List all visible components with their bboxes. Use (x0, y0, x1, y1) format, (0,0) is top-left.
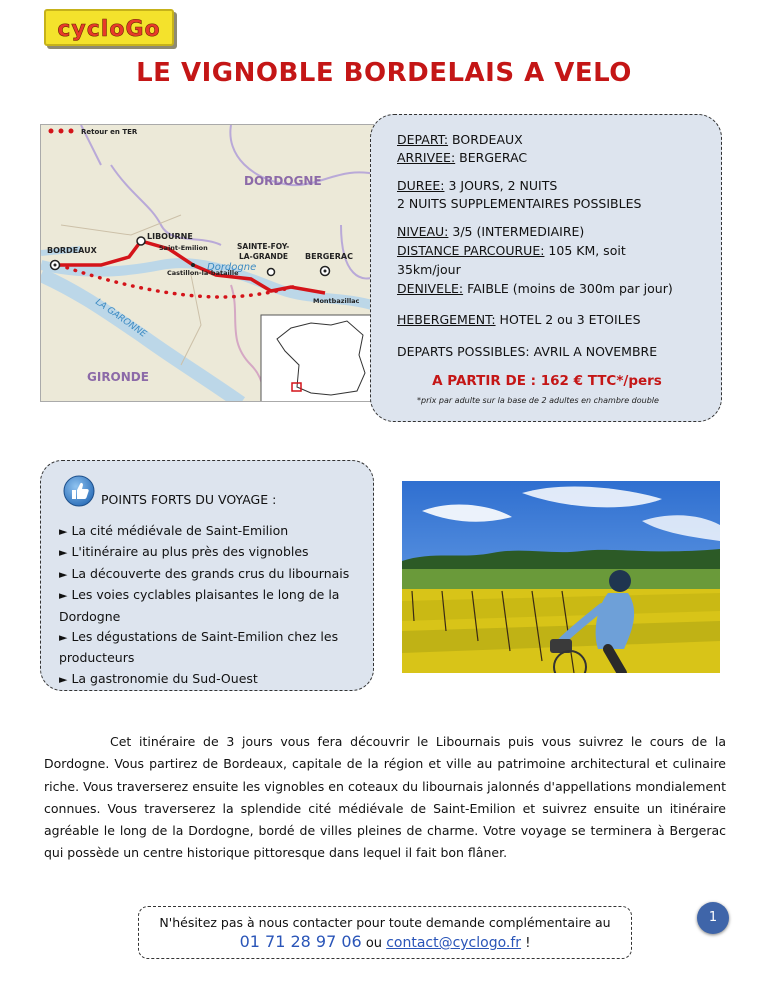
thumbs-up-icon (63, 475, 95, 507)
triangle-bullet-icon: ► (59, 525, 68, 538)
town-saint-emilion: Saint-Emilion (159, 244, 208, 252)
niveau-label: NIVEAU: (397, 224, 449, 239)
price: A PARTIR DE : 162 € TTC*/pers (432, 373, 662, 389)
town-libourne: LIBOURNE (147, 232, 193, 241)
hebergement-row (397, 311, 641, 330)
price-note: *prix par adulte sur la base de 2 adultes en chambre double (417, 396, 659, 405)
town-bergerac: BERGERAC (305, 252, 353, 261)
contact-end: ! (525, 936, 531, 951)
triangle-bullet-icon: ► (59, 589, 68, 603)
contact-details (139, 932, 631, 951)
phone-number[interactable]: 01 71 28 97 06 (239, 932, 362, 951)
highlights-list (59, 521, 369, 690)
highlights-box (40, 460, 374, 691)
trip-info-box (370, 114, 722, 422)
denivele-value: FAIBLE (moins de 300m par jour) (467, 281, 673, 296)
svg-text:cycloGo: cycloGo (57, 16, 161, 42)
duree-label: DUREE: (397, 178, 445, 193)
trip-description: Cet itinéraire de 3 jours vous fera découvrir le Libournais puis vous suivrez le cours de la Dordogne. Vous partirez de Bordeaux, capitale de la région et ville au patrimoine architectural et culinaire riche. Vous traverserez ensuite les vignobles en coteaux du libournais jalonnés d'appellations mondialement connues. Vous traverserez la splendide cité médiévale de Saint-Emilion et suivrez ensuite un itinéraire agréable le long de la Dordogne, bordé de villes pleines de charme. Votre voyage se terminera à Bergerac qui possède un centre historique pittoresque dans lequel il fait bon flâner. (44, 734, 726, 861)
list-item: ► La cité médiévale de Saint-Emilion (59, 523, 289, 538)
triangle-bullet-icon: ► (59, 672, 68, 686)
highlights-heading: POINTS FORTS DU VOYAGE : (101, 492, 277, 507)
route-map (40, 124, 378, 402)
route-map-svg (41, 125, 378, 402)
cyclist-vineyard-illustration (402, 481, 720, 673)
duree-row (397, 177, 557, 196)
page-title: LE VIGNOBLE BORDELAIS A VELO (136, 58, 632, 88)
depart-value: BORDEAUX (452, 132, 523, 147)
niveau-row (397, 223, 584, 242)
denivele-row (397, 280, 673, 299)
cyclogo-logo-mark (50, 14, 168, 42)
town-castillon: Castillon-la-bataille (167, 269, 239, 277)
river-garonne: LA GARONNE (93, 297, 148, 340)
email-link[interactable]: contact@cyclogo.fr (386, 935, 522, 951)
town-sainte-foy-2: LA-GRANDE (239, 252, 289, 261)
legend-dot (59, 129, 64, 134)
distance-label: DISTANCE PARCOURUE: (397, 243, 545, 258)
list-item: ► Les dégustations de Saint-Emilion chez les producteurs (59, 629, 339, 666)
contact-or: ou (365, 936, 383, 951)
triangle-bullet-icon: ► (59, 546, 68, 560)
triangle-bullet-icon: ► (59, 631, 68, 645)
duree-extra: 2 NUITS SUPPLEMENTAIRES POSSIBLES (397, 196, 642, 211)
contact-line: N'hésitez pas à nous contacter pour toute demande complémentaire au (159, 915, 611, 930)
list-item: ► L'itinéraire au plus près des vignobles (59, 544, 309, 560)
contact-box (138, 906, 632, 959)
distance-value: 105 KM, soit (548, 243, 626, 258)
legend-dot (69, 129, 74, 134)
helmet (609, 570, 631, 592)
list-item: ► La découverte des grands crus du libournais (59, 565, 350, 581)
duree-value: 3 JOURS, 2 NUITS (448, 178, 558, 193)
list-item: ► La gastronomie du Sud-Ouest (59, 670, 258, 686)
list-item: ► Les voies cyclables plaisantes le long de la Dordogne (59, 587, 340, 624)
hebergement-value: HOTEL 2 ou 3 ETOILES (499, 312, 641, 327)
page-number-badge: 1 (697, 902, 729, 934)
arrivee-value: BERGERAC (459, 150, 528, 165)
denivele-label: DENIVELE: (397, 281, 464, 296)
niveau-value: 3/5 (INTERMEDIAIRE) (452, 224, 585, 239)
town-sainte-foy-1: SAINTE-FOY- (237, 242, 290, 251)
distance-row (397, 242, 626, 261)
town-bordeaux: BORDEAUX (47, 246, 97, 255)
map-legend: Retour en TER (81, 128, 138, 136)
legend-dot (49, 129, 54, 134)
region-gironde: GIRONDE (87, 370, 149, 384)
arrivee-label: ARRIVEE: (397, 150, 456, 165)
river-dordogne: Dordogne (207, 262, 257, 273)
town-libourne-marker (137, 237, 145, 245)
depart-label: DEPART: (397, 132, 449, 147)
arrivee-row (397, 149, 527, 168)
hebergement-label: HEBERGEMENT: (397, 312, 496, 327)
cyclist-vineyard-photo (402, 481, 720, 673)
town-montbazillac: Montbazillac (313, 297, 360, 305)
departs-possibles: DEPARTS POSSIBLES: AVRIL A NOVEMBRE (397, 344, 658, 359)
depart-row (397, 131, 523, 150)
region-dordogne: DORDOGNE (244, 174, 322, 188)
town-sainte-foy-marker (268, 269, 275, 276)
triangle-bullet-icon: ► (59, 567, 68, 581)
distance-extra: 35km/jour (397, 262, 461, 277)
cyclogo-logo (44, 9, 174, 46)
